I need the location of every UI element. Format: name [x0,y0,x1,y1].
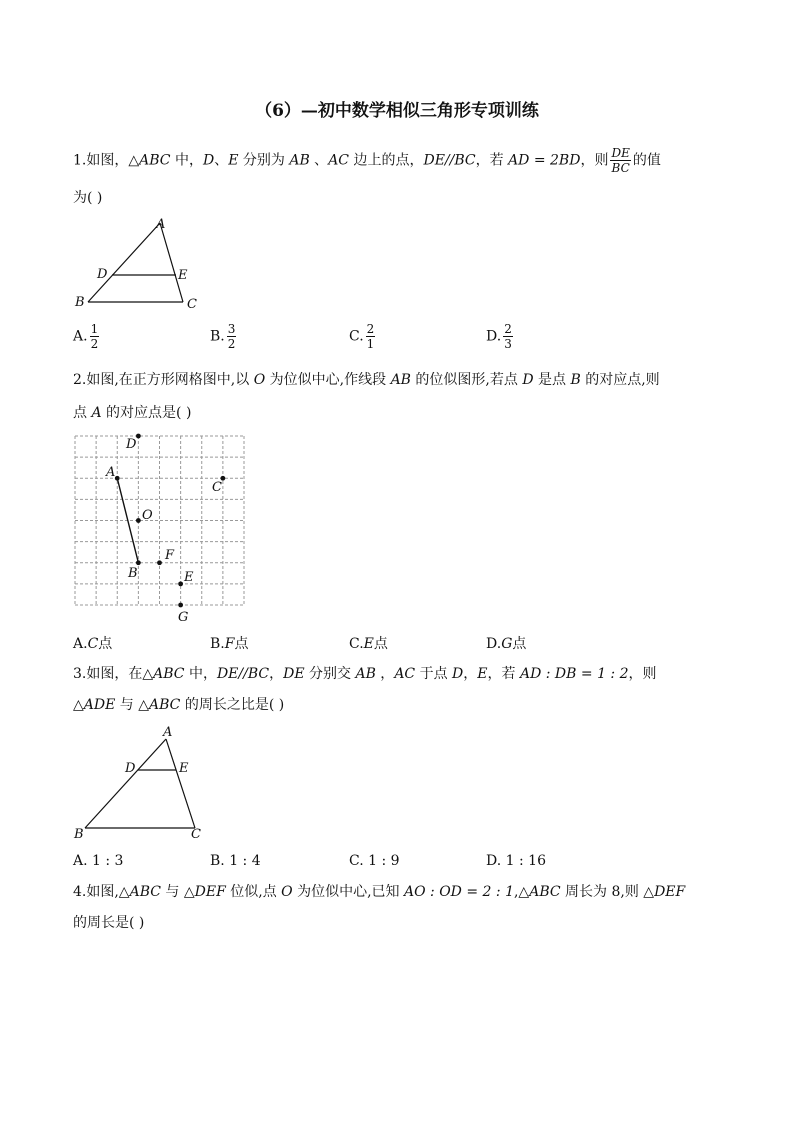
q3-segment-ac: AC [394,666,416,682]
q2-option-c[interactable] [349,633,388,653]
q3-text: 分别交 [304,666,356,682]
q1-option-a[interactable] [73,322,101,351]
q3-option-a-value: 1 : 3 [92,853,124,869]
q2-grid-figure [70,428,255,628]
q2-text: 的对应点是( ) [101,405,192,421]
q2-point-b-dot [136,560,141,565]
q3-label-b: B [74,827,84,842]
q1-label-a: A [156,217,166,232]
q3-triangle-name: ABC [153,666,185,682]
q3-option-d-value: 1 : 16 [505,853,546,869]
q1-equation: AD = 2BD [508,152,581,169]
q2-point-d-dot [136,434,141,439]
q3-text: 于点 [415,666,453,682]
q1-point-e: E [228,152,239,169]
q1-text: 、 [214,152,229,169]
q3-text: ，若 [487,666,520,682]
q3-option-d[interactable] [486,853,546,869]
q3-triangle-abc: ABC [149,697,181,713]
q1-option-c-fraction [366,322,376,351]
q1-text: 边上的点， [349,152,424,169]
q1-option-b-fraction [227,322,237,351]
q1-parallel: DE//BC [423,152,476,169]
q3-option-b[interactable] [210,853,261,869]
q2-point-e-dot [178,581,183,586]
q1-option-b-num: 3 [227,322,236,336]
q2-point-a: A [91,405,102,421]
q4-text: 为位似中心,已知 [292,884,404,900]
q3-text: ， [375,666,395,682]
q3-parallel: DE//BC [216,666,270,682]
q1-triangle-figure [70,214,210,314]
q1-option-a-den: 2 [90,337,99,351]
q2-label-d: D [126,437,137,452]
q1-option-a-num: 1 [90,322,99,336]
q3-text: 3.如图，在△ [73,666,154,682]
q2-point-o: O [253,372,266,388]
q2-option-c-suffix: 点 [373,636,388,652]
q1-option-d-fraction [503,322,513,351]
q1-side-ab [88,223,160,302]
q1-text: 分别为 [238,152,290,169]
q1-triangle-name: ABC [139,152,171,169]
q4-text: ,△ [513,884,530,900]
q1-text: 、 [309,152,329,169]
q2-label-f: F [165,548,175,563]
q2-option-c-label: C. [349,636,364,652]
q2-option-a-label: A. [73,636,88,652]
q2-point-o-dot [136,518,141,523]
question-1-line-2: 为( ) [73,190,103,206]
q2-point-a-dot [115,476,120,481]
q4-triangle-abc: ABC [129,884,161,900]
q2-option-b-letter: F [224,636,235,652]
q3-text: ，则 [628,666,657,682]
q2-label-b: B [128,566,138,581]
q1-option-a-fraction [90,322,100,351]
q1-option-d-den: 3 [504,337,512,351]
q1-fraction-denominator: BC [611,161,630,175]
q1-side-ac [160,223,183,302]
q2-label-g: G [178,610,189,625]
q1-text: 的值 [632,152,661,169]
q3-text: 与 △ [115,697,150,713]
q1-text: ，若 [475,152,509,169]
q2-option-a-letter: C [87,636,99,652]
q2-segment-ab: AB [390,372,411,388]
q2-option-d[interactable] [486,633,526,653]
q3-triangle-figure [70,722,210,842]
q1-text: 中， [170,152,203,169]
q1-point-d: D [202,152,215,169]
q3-label-d: D [125,761,136,776]
q4-text: 4.如图,△ [73,884,130,900]
q3-text: 中， [184,666,217,682]
q4-triangle-def: DEF [194,884,226,900]
question-4-line-1 [73,882,685,902]
q3-text: ， [463,666,478,682]
q3-label-e: E [179,761,189,776]
q2-label-e: E [184,570,194,585]
q1-text: 1.如图，△ [73,152,140,169]
q2-option-b-label: B. [210,636,225,652]
q1-option-d-label: D. [486,328,502,345]
q3-text: 的周长之比是( ) [180,697,285,713]
question-1-line-1 [73,146,661,175]
q1-label-c: C [187,297,197,312]
q1-segment-ac: AC [328,152,350,169]
question-4-line-2: 的周长是( ) [73,915,145,931]
question-2-line-1 [73,370,660,390]
q3-text: △ [73,697,84,713]
question-3-line-2 [73,695,284,715]
q3-ratio: AD : DB = 1 : 2 [519,666,629,682]
q3-option-d-label: D. [486,853,506,869]
q4-triangle-def-2: DEF [654,884,686,900]
q2-option-a[interactable] [73,633,112,653]
q2-text: 2.如图,在正方形网格图中,以 [73,372,254,388]
q1-option-b-label: B. [210,328,225,345]
q3-option-c[interactable] [349,853,400,869]
q2-text: 点 [73,405,92,421]
q3-option-a[interactable] [73,853,123,869]
q3-side-ab [85,739,166,828]
q1-fraction-numerator: DE [611,146,630,160]
q3-segment-de: DE [283,666,305,682]
q1-label-d: D [97,267,108,282]
q3-option-b-value: 1 : 4 [229,853,261,869]
q3-label-c: C [191,827,201,842]
q4-text: 与 △ [160,884,195,900]
q3-side-ac [166,739,195,828]
q2-text: 为位似中心,作线段 [265,372,391,388]
q1-option-a-label: A. [73,328,88,345]
q1-option-d[interactable] [486,322,515,351]
q2-option-b-suffix: 点 [234,636,249,652]
q1-option-c-label: C. [349,328,364,345]
q3-text: ， [269,666,284,682]
q1-label-b: B [75,295,85,310]
question-2-line-2 [73,403,191,423]
q3-point-d: D [452,666,464,682]
question-3-line-1 [73,664,657,684]
q1-fraction [610,146,630,175]
q2-option-c-letter: E [363,636,374,652]
q2-point-g-dot [178,603,183,608]
q1-option-b[interactable] [210,322,238,351]
page-title: （6）—初中数学相似三角形专项训练 [255,101,539,121]
q1-option-c[interactable] [349,322,377,351]
q4-triangle-abc-2: ABC [529,884,561,900]
q2-option-b[interactable] [210,633,248,653]
q1-segment-ab: AB [289,152,310,169]
q2-option-d-suffix: 点 [512,636,527,652]
q3-option-a-label: A. [73,853,93,869]
q2-point-d: D [522,372,534,388]
q1-option-b-den: 2 [227,337,236,351]
q4-point-o: O [281,884,293,900]
q3-segment-ab: AB [355,666,376,682]
q2-grid-lines [75,436,244,605]
q3-triangle-ade: ADE [83,697,116,713]
q4-ratio: AO : OD = 2 : 1 [404,884,514,900]
q3-option-b-label: B. [210,853,230,869]
q1-label-e: E [178,268,188,283]
q2-text: 的对应点,则 [580,372,660,388]
q2-label-o: O [142,508,153,523]
q1-option-c-den: 1 [366,337,375,351]
q2-option-a-suffix: 点 [98,636,113,652]
q2-point-b: B [570,372,581,388]
q3-option-c-value: 1 : 9 [368,853,400,869]
q3-label-a: A [163,725,173,740]
q3-point-e: E [477,666,488,682]
q2-text: 是点 [533,372,571,388]
q2-option-d-label: D. [486,636,502,652]
q2-point-f-dot [157,560,162,565]
q3-option-c-label: C. [349,853,369,869]
q2-option-d-letter: G [501,636,513,652]
q2-text: 的位似图形,若点 [410,372,523,388]
q2-label-a: A [106,465,116,480]
q1-option-c-num: 2 [366,322,375,336]
q2-label-c: C [212,480,222,495]
q1-text: ，则 [580,152,609,169]
q4-text: 位似,点 [225,884,282,900]
q1-option-d-num: 2 [504,322,512,336]
q4-text: 周长为 8,则 △ [560,884,655,900]
